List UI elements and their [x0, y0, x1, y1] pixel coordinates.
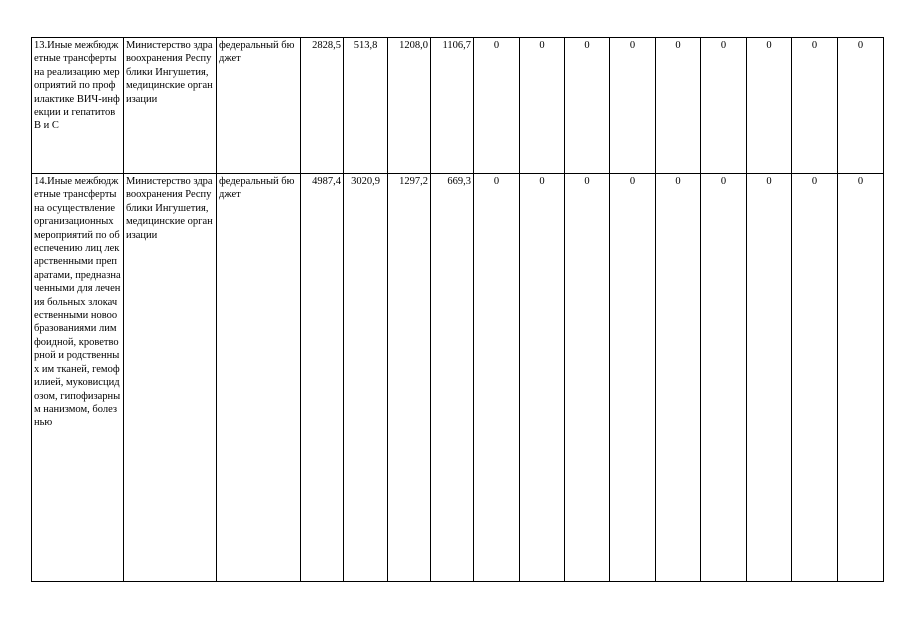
executor-cell: Министерство здравоохранения Республики Ингушетия, медицинские организации: [124, 38, 217, 174]
year-amount-cell: 1106,7: [431, 38, 474, 174]
year-amount-cell: 0: [474, 174, 520, 582]
year-amount-cell: 0: [701, 38, 747, 174]
program-funding-table: [31, 37, 905, 582]
year-amount-cell: 0: [520, 38, 565, 174]
year-amount-cell: 0: [520, 174, 565, 582]
year-amount-cell: 0: [792, 174, 838, 582]
funding-source-cell: федеральный бюджет: [217, 174, 301, 582]
year-amount-cell: 0: [610, 174, 656, 582]
table-row: [32, 38, 905, 174]
total-amount-cell: 2828,5: [301, 38, 344, 174]
year-amount-cell: 513,8: [344, 38, 388, 174]
measure-name-cell: 14.Иные межбюджетные трансферты на осуществление организационных мероприятий по обеспечению лиц лекарственными препаратами, предназначенными для лечения больных злокачественными новообразованиями лимфоидной, кроветворной и родственных им тканей, гемофилией, муковисцидозом, гипофизарным нанизмом, болезнью: [32, 174, 124, 582]
year-amount-cell: 0: [838, 174, 884, 582]
table-row: [32, 174, 905, 582]
year-amount-cell: 0: [474, 38, 520, 174]
year-amount-cell: 0: [656, 38, 701, 174]
year-amount-cell: 0: [747, 38, 792, 174]
executor-cell: Министерство здравоохранения Республики Ингушетия, медицинские организации: [124, 174, 217, 582]
year-amount-cell: 0: [656, 174, 701, 582]
year-amount-cell: 0: [701, 174, 747, 582]
year-amount-cell: 0: [838, 38, 884, 174]
year-amount-cell: 3020,9: [344, 174, 388, 582]
year-amount-cell: 1208,0: [388, 38, 431, 174]
year-amount-cell: 0: [565, 38, 610, 174]
year-amount-cell: 1297,2: [388, 174, 431, 582]
year-amount-cell: 0: [747, 174, 792, 582]
year-amount-cell: 0: [565, 174, 610, 582]
year-amount-cell: 669,3: [431, 174, 474, 582]
total-amount-cell: 4987,4: [301, 174, 344, 582]
year-amount-cell: 0: [610, 38, 656, 174]
year-amount-cell: 0: [792, 38, 838, 174]
measure-name-cell: 13.Иные межбюджетные трансферты на реализацию мероприятий по профилактике ВИЧ-инфекции и гепатитов В и С: [32, 38, 124, 174]
funding-source-cell: федеральный бюджет: [217, 38, 301, 174]
